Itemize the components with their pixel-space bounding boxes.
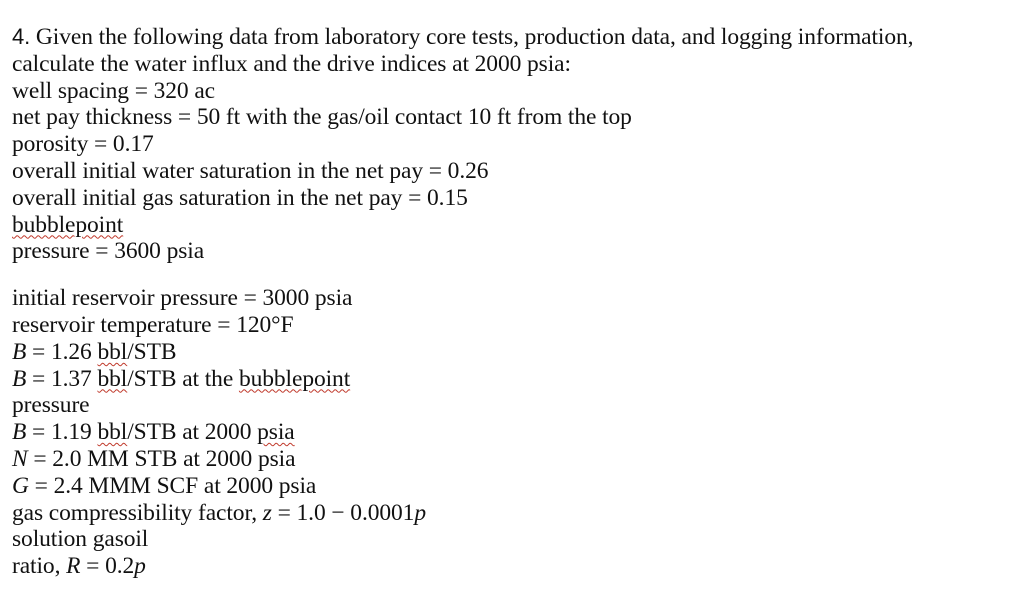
fvf-value-1: = 1.26 <box>26 338 98 365</box>
fvf-mid-3: /STB at 2000 <box>127 419 258 446</box>
z-factor-line <box>12 500 1017 527</box>
porosity-line: porosity = 0.17 <box>12 131 154 158</box>
fvf-value-3: = 1.19 <box>26 419 98 446</box>
solution-gor-label: ratio, <box>12 553 67 580</box>
fvf-mid-2: /STB at the <box>127 365 239 392</box>
gas-saturation-line: overall initial gas saturation in the net pay = 0.15 <box>12 184 468 211</box>
water-saturation-line: overall initial water saturation in the net pay = 0.26 <box>12 157 489 184</box>
solution-gor-line-1: solution gasoil <box>12 526 149 553</box>
solution-gor-line-2 <box>12 553 1017 580</box>
initial-pressure-line: initial reservoir pressure = 3000 psia <box>12 285 353 312</box>
fvf-unit-3: bbl <box>97 419 128 446</box>
bubblepoint-pressure-line: pressure = 3600 psia <box>12 238 205 265</box>
problem-intro-line-2: calculate the water influx and the drive indices at 2000 psia: <box>12 50 571 77</box>
z-factor-p: p <box>414 499 426 526</box>
problem-intro-text-1: Given the following data from laboratory core tests, production data, and logging information, <box>30 24 914 50</box>
oil-production-var: N <box>12 445 28 472</box>
fvf-unit-2: bbl <box>97 365 128 392</box>
fvf-var-1: B <box>12 338 27 365</box>
solution-gor-p: p <box>134 553 146 580</box>
fvf-line-2 <box>12 366 1017 393</box>
fvf-word-2: bubblepoint <box>238 365 351 392</box>
fvf-line-3 <box>12 419 1017 446</box>
well-spacing-line: well spacing = 320 ac <box>12 77 216 104</box>
fvf-rest-1: /STB <box>127 338 177 365</box>
paragraph-gap <box>12 265 1017 285</box>
problem-number: 4. <box>12 24 31 49</box>
gas-production-var: G <box>12 472 29 499</box>
fvf-value-2: = 1.37 <box>26 365 98 392</box>
oil-production-value: = 2.0 MM STB at 2000 psia <box>27 445 296 472</box>
temperature-line: reservoir temperature = 120°F <box>12 311 294 338</box>
z-factor-label: gas compressibility factor, <box>12 499 263 526</box>
gas-production-line <box>12 473 1017 500</box>
fvf-var-3: B <box>12 419 27 446</box>
fvf-unit-1: bbl <box>97 338 128 365</box>
z-factor-equation: = 1.0 − 0.0001 <box>271 499 415 526</box>
bubblepoint-line <box>12 212 1017 239</box>
solution-gor-equation: = 0.2 <box>80 553 135 580</box>
problem-intro-line-1 <box>12 24 1017 51</box>
bubblepoint-word: bubblepoint <box>12 211 124 238</box>
gas-production-value: = 2.4 MMM SCF at 2000 psia <box>28 472 317 499</box>
problem-document <box>12 24 1017 580</box>
fvf-var-2: B <box>12 365 27 392</box>
fvf-word-3: psia <box>257 419 295 446</box>
z-factor-var: z <box>262 499 272 526</box>
fvf-line-2-continued: pressure <box>12 392 90 419</box>
oil-production-line <box>12 446 1017 473</box>
solution-gor-var: R <box>66 553 81 580</box>
net-pay-line: net pay thickness = 50 ft with the gas/oil contact 10 ft from the top <box>12 104 632 131</box>
fvf-line-1 <box>12 339 1017 366</box>
